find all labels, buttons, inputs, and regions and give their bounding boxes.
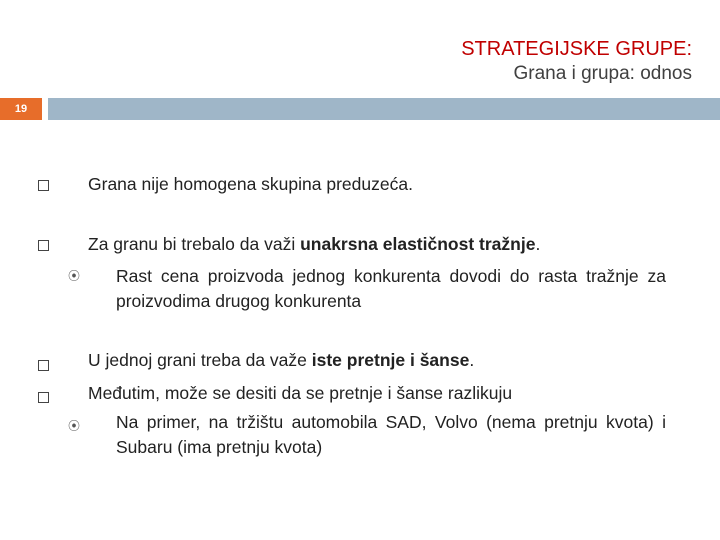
square-bullet-icon [38,360,49,371]
sub-bullet-item-2: Rast cena proizvoda jednog konkurenta dovodi do rasta tražnje za proizvodima drugog konkurenta [116,266,666,311]
bullet-item-2-emphasis: unakrsna elastičnost tražnje [300,234,536,254]
bullet-item-2 [88,232,540,257]
sub-bullet-item-4: Na primer, na tržištu automobila SAD, Volvo (nema pretnju kvota) i Subaru (ima pretnju kvota) [116,412,666,457]
bullet-item-3 [88,348,474,373]
square-bullet-icon [38,240,49,251]
slide-number-badge: 19 [0,98,42,120]
square-bullet-icon [38,180,49,191]
bullet-item-1: Grana nije homogena skupina preduzeća. [88,174,413,194]
bullet-item-2-end: . [535,234,541,254]
circle-dot-bullet-icon: ⦿ [68,269,81,283]
slide-subtitle: Grana i grupa: odnos [513,63,692,84]
bullet-item-3-text: U jednoj grani treba da važe [88,350,312,370]
bullet-item-4: Međutim, može se desiti da se pretnje i šanse razlikuju [88,383,513,403]
bullet-item-3-end: . [469,350,475,370]
square-bullet-icon [38,392,49,403]
circle-dot-bullet-icon: ⦿ [68,419,81,433]
bullet-item-3-emphasis: iste pretnje i šanse [311,350,470,370]
slide-title: STRATEGIJSKE GRUPE: [461,38,692,60]
bullet-item-2-text: Za granu bi trebalo da važi [88,234,301,254]
